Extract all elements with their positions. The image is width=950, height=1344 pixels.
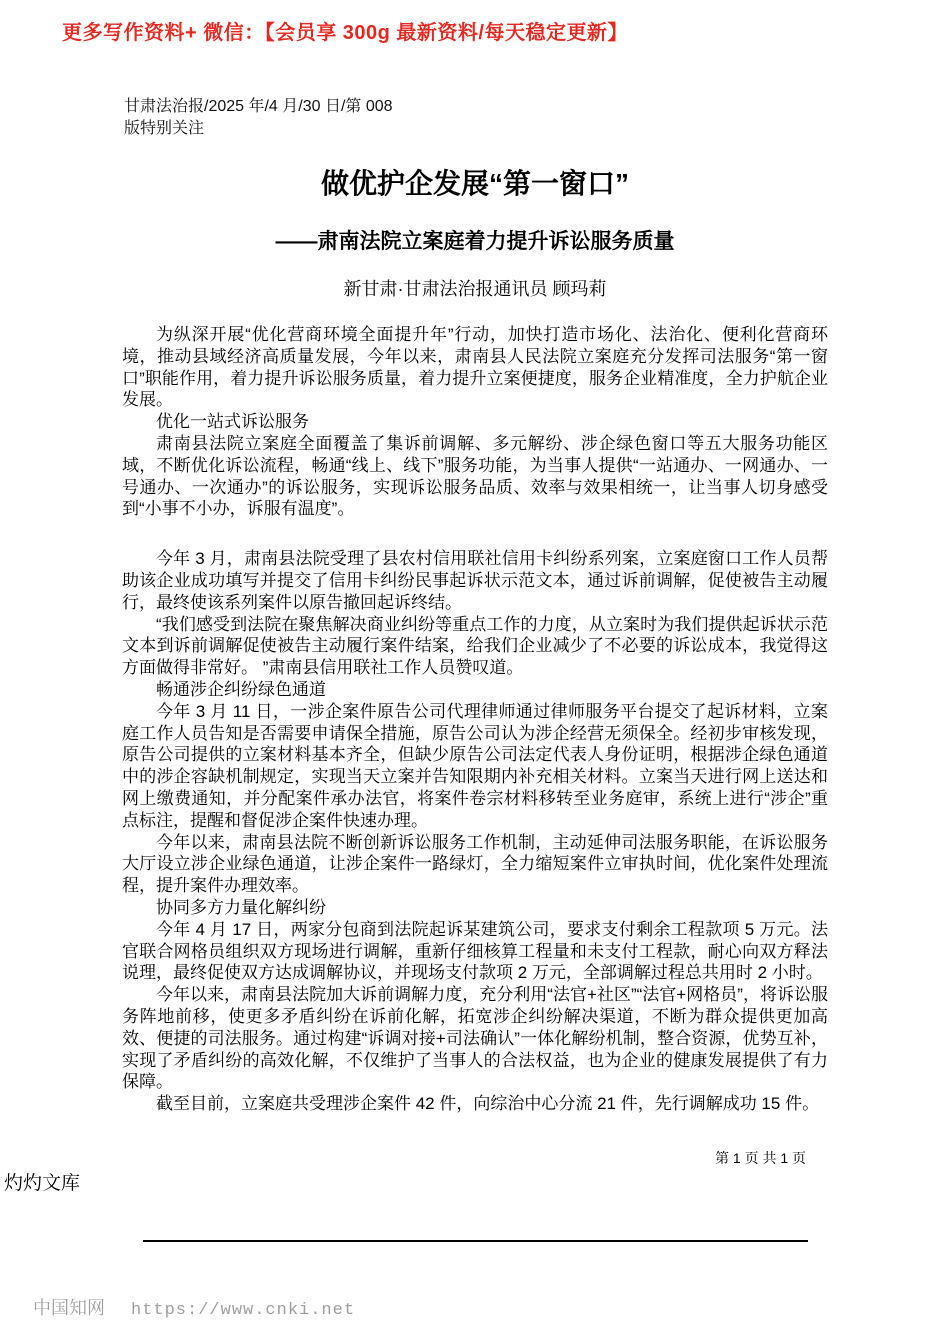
divider-line <box>143 1240 808 1242</box>
article <box>122 160 828 1115</box>
section-heading-2: 畅通涉企纠纷绿色通道 <box>156 679 326 699</box>
byline: 新甘肃·甘肃法治报通讯员 顾玛莉 <box>343 279 607 299</box>
source-line-1: 甘肃法治报/2025 年/4 月/30 日/第 008 <box>124 98 393 115</box>
paragraph: 今年 3 月，肃南县法院受理了县农村信用联社信用卡纠纷系列案，立案庭窗口工作人员帮助该企业成功填写并提交了信用卡纠纷民事起诉状示范文本，通过诉前调解，促使被告主动履行，最终使该系列案件以原告撤回起诉终结。 <box>122 549 828 612</box>
cnki-site-url: https://www.cnki.net <box>131 1301 356 1320</box>
article-body <box>122 324 828 1115</box>
paragraph: 今年以来，肃南县法院不断创新诉讼服务工作机制，主动延伸司法服务职能，在诉讼服务大厅设立涉企业绿色通道，让涉企案件一路绿灯，全力缩短案件立审执时间，优化案件处理流程，提升案件办理效率。 <box>122 832 828 896</box>
paragraph: 为纵深开展“优化营商环境全面提升年”行动，加快打造市场化、法治化、便利化营商环境，推动县域经济高质量发展，今年以来，肃南县人民法院立案庭充分发挥司法服务“第一窗口”职能作用，着力提升诉讼服务质量，着力提升立案便捷度，服务企业精准度，全力护航企业发展。 <box>122 325 828 410</box>
section-heading-3: 协同多方力量化解纠纷 <box>156 897 326 917</box>
source-header <box>124 96 544 140</box>
section-heading-1: 优化一站式诉讼服务 <box>156 412 309 432</box>
blank-line <box>122 520 828 548</box>
page-title: 做优护企发展“第一窗口” <box>320 168 629 199</box>
source-line-2: 版特别关注 <box>124 120 205 137</box>
cnki-watermark <box>33 1294 355 1320</box>
library-watermark: 灼灼文库 <box>4 1173 81 1194</box>
page-indicator: 第 1 页 共 1 页 <box>715 1150 807 1166</box>
paragraph: 肃南县法院立案庭全面覆盖了集诉前调解、多元解纷、涉企绿色窗口等五大服务功能区域，不断优化诉讼流程，畅通“线上、线下”服务功能，为当事人提供“一站通办、一网通办、一号通办、一次通办”的诉讼服务，实现诉讼服务品质、效率与效果相统一，让当事人切身感受到“小事不小办，诉服有温度”。 <box>122 433 828 519</box>
paragraph: “我们感受到法院在聚焦解决商业纠纷等重点工作的力度，从立案时为我们提供起诉状示范文本到诉前调解促使被告主动履行案件结案，给我们企业减少了不必要的诉讼成本，我觉得这方面做得非常好。 ”肃南县信用联社工作人员赞叹道。 <box>122 614 828 678</box>
promo-banner-text: 更多写作资料+ 微信：【会员享 300g 最新资料/每天稳定更新】 <box>62 22 628 44</box>
paragraph: 今年 3 月 11 日，一涉企案件原告公司代理律师通过律师服务平台提交了起诉材料，立案庭工作人员告知是否需要申请保全措施，原告公司认为涉企经营无须保全。经初步审核发现，原告公司提供的立案材料基本齐全，但缺少原告公司法定代表人身份证明，根据涉企绿色通道中的涉企容缺机制规定，实现当天立案并告知限期内补充相关材料。立案当天进行网上送达和网上缴费通知，并分配案件承办法官，将案件卷宗材料移转至业务庭审，系统上进行“涉企”重点标注，提醒和督促涉企案件快速办理。 <box>122 701 828 830</box>
paragraph: 今年以来，肃南县法院加大诉前调解力度，充分利用“法官+社区”“法官+网格员”，将诉讼服务阵地前移，使更多矛盾纠纷在诉前化解，拓宽涉企纠纷解决渠道，不断为群众提供更加高效、便捷的司法服务。通过构建“诉调对接+司法确认”一体化解纷机制，整合资源，优势互补，实现了矛盾纠纷的高效化解，不仅维护了当事人的合法权益，也为企业的健康发展提供了有力保障。 <box>122 985 828 1092</box>
paragraph: 截至目前，立案庭共受理涉企案件 42 件，向综治中心分流 21 件，先行调解成功 15 件。 <box>156 1094 820 1114</box>
page-subtitle: ——肃南法院立案庭着力提升诉讼服务质量 <box>275 230 675 253</box>
paragraph: 今年 4 月 17 日，两家分包商到法院起诉某建筑公司，要求支付剩余工程款项 5 万元。法官联合网格员组织双方现场进行调解，重新仔细核算工程量和未支付工程款，耐心向双方释法说理，最终促使双方达成调解协议，并现场支付款项 2 万元，全部调解过程总共用时 2 小时。 <box>122 919 828 983</box>
cnki-site-name: 中国知网 <box>33 1298 105 1318</box>
